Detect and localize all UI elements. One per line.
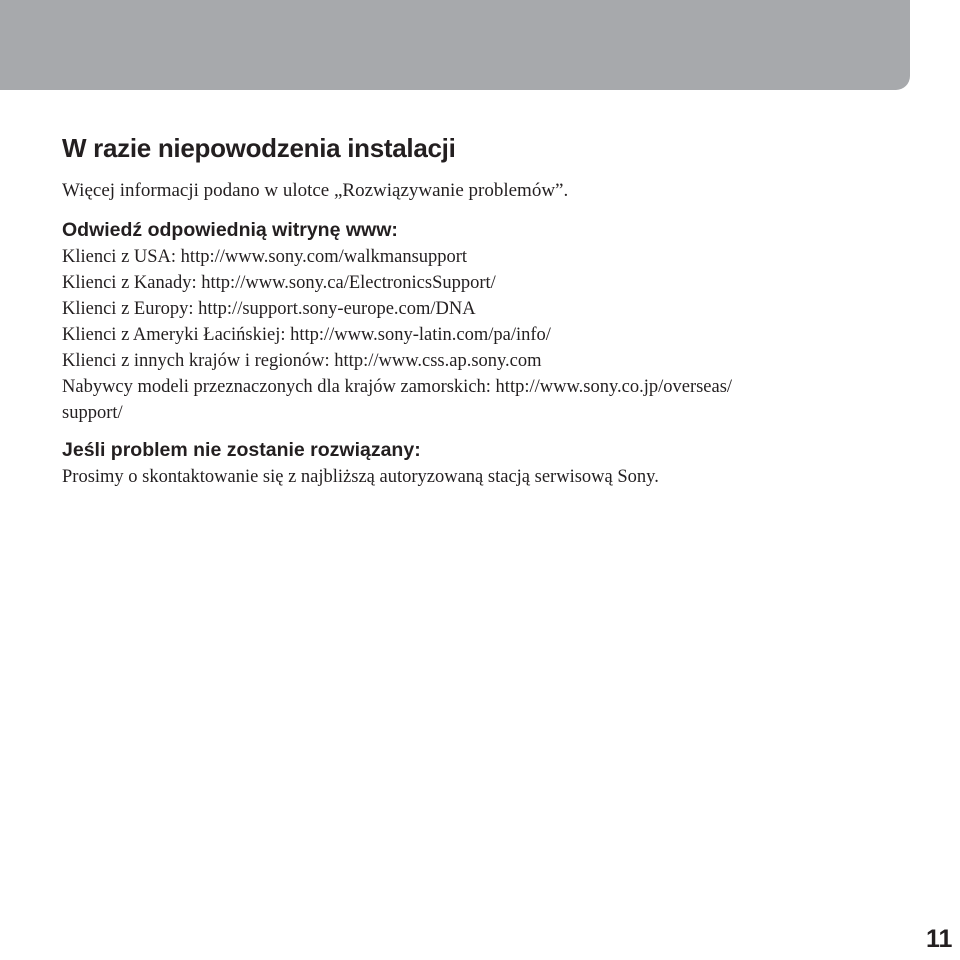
- contact-service-text: Prosimy o skontaktowanie się z najbliższą autoryzowaną stacją serwisową Sony.: [62, 467, 659, 487]
- website-usa: Klienci z USA: http://www.sony.com/walkmansupport: [62, 247, 468, 267]
- websites-list: [62, 244, 922, 426]
- website-other-regions: Klienci z innych krajów i regionów: http://www.css.ap.sony.com: [62, 351, 542, 371]
- website-overseas-continued: support/: [62, 403, 123, 423]
- page-content: [62, 128, 922, 490]
- website-europe: Klienci z Europy: http://support.sony-europe.com/DNA: [62, 299, 476, 319]
- intro-text: Więcej informacji podano w ulotce „Rozwiązywanie problemów”.: [62, 180, 569, 201]
- websites-heading: Odwiedź odpowiednią witrynę www:: [62, 219, 398, 241]
- header-band: [0, 0, 910, 90]
- website-overseas: Nabywcy modeli przeznaczonych dla krajów zamorskich: http://www.sony.co.jp/overseas/: [62, 377, 733, 397]
- website-latin-america: Klienci z Ameryki Łacińskiej: http://www.sony-latin.com/pa/info/: [62, 325, 551, 345]
- page-title: W razie niepowodzenia instalacji: [62, 133, 456, 163]
- unresolved-heading: Jeśli problem nie zostanie rozwiązany:: [62, 439, 421, 461]
- website-canada: Klienci z Kanady: http://www.sony.ca/ElectronicsSupport/: [62, 273, 496, 293]
- page-number: 11: [926, 925, 953, 953]
